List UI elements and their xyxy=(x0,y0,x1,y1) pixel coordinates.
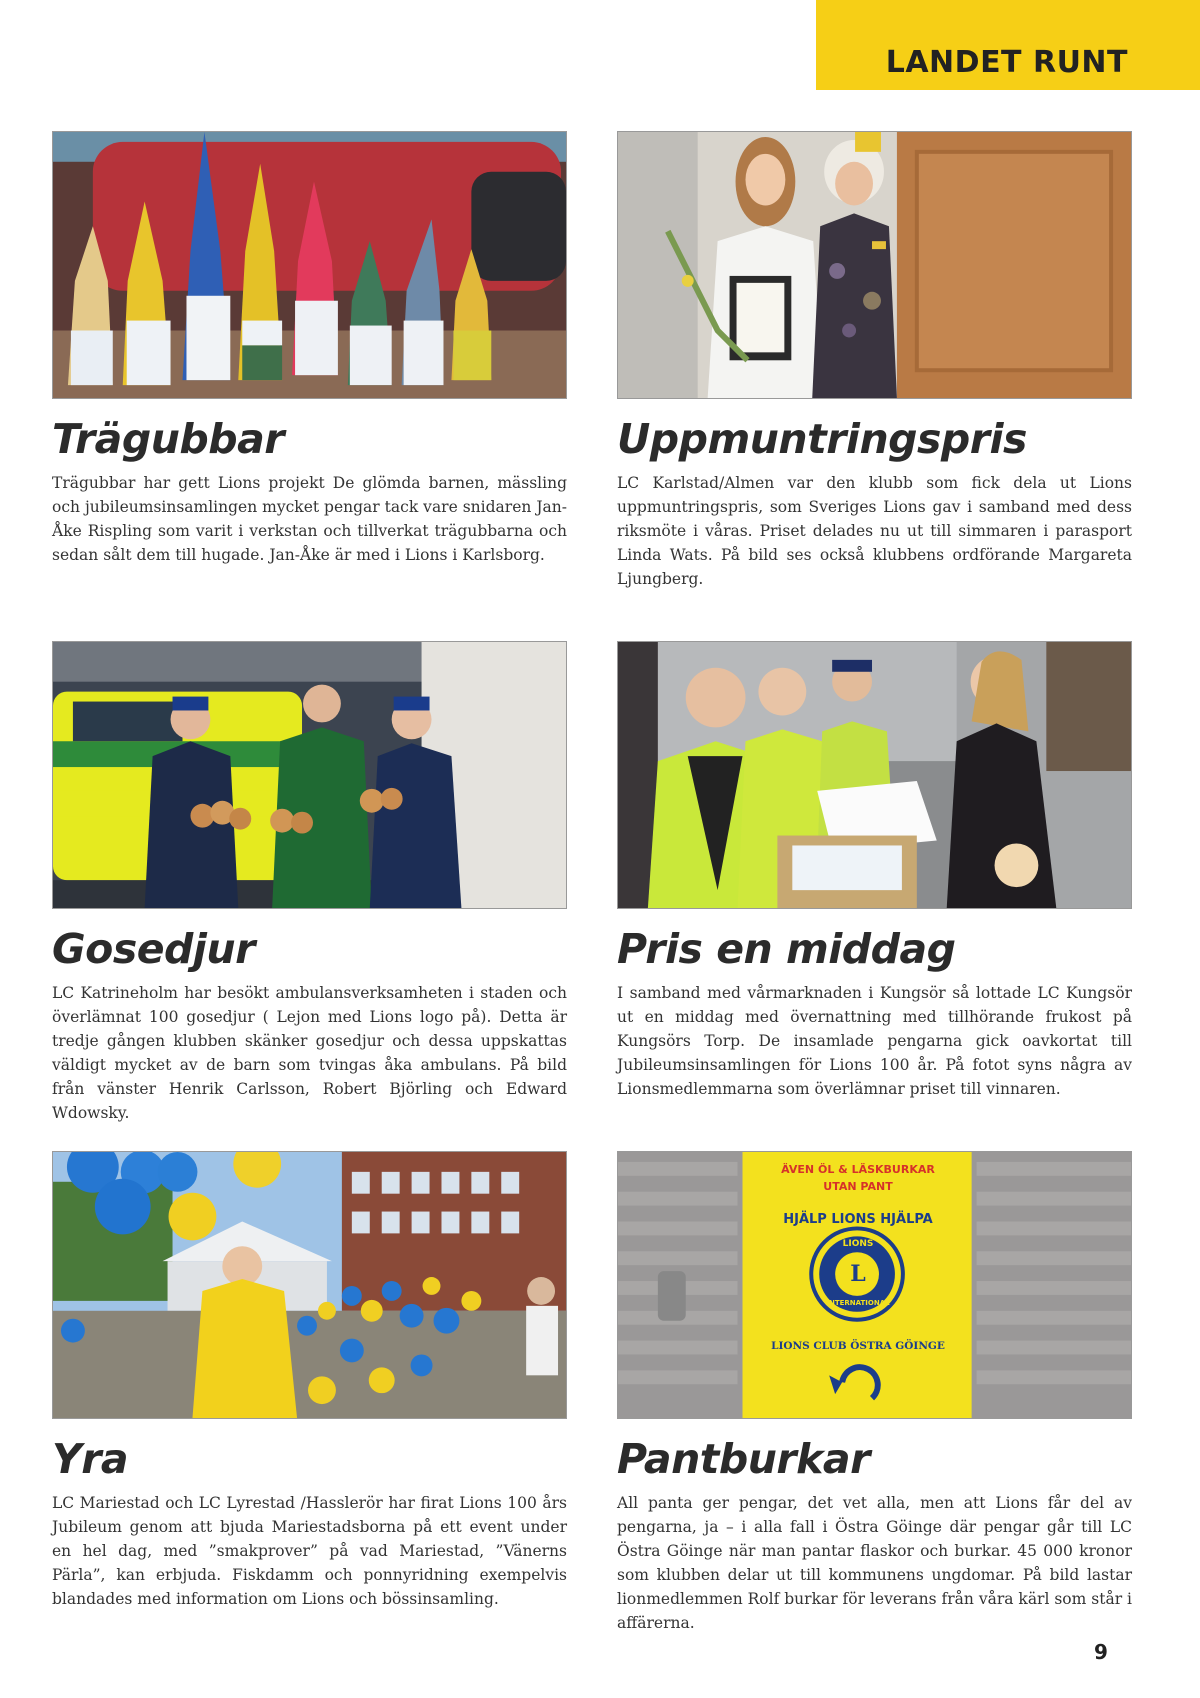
photo-market-prize xyxy=(617,641,1132,909)
lions-emblem-ring: INTERNATIONAL xyxy=(826,1299,890,1307)
article-tragubbar xyxy=(52,131,567,567)
article-body: All panta ger pengar, det vet alla, men att Lions får del av pengarna, ja – i alla fall i Östra Göinge där pengar går till LC Östra Göinge när man pantar flaskor och burkar. 45 000 kronor som klubben delar ut till kommunens ungdomar. På bild lastar lionmedlemmen Rolf burkar för leverans från våra kärl som står i affärerna. xyxy=(617,1494,1132,1632)
article-pris-en-middag xyxy=(617,641,1132,1101)
photo-award-ceremony xyxy=(617,131,1132,399)
lions-emblem-letter: L xyxy=(850,1261,866,1287)
article-pantburkar xyxy=(617,1151,1132,1635)
article-headline: Uppmuntringspris xyxy=(617,415,1027,463)
article-headline: Gosedjur xyxy=(52,925,255,973)
article-uppmuntringspris xyxy=(617,131,1132,591)
article-body: Trägubbar har gett Lions projekt De glömda barnen, mässling och jubileumsinsamlingen mycket pengar tack vare snidaren Jan-Åke Rispling som varit i verkstan och tillverkat trägubbarna och sedan sålt dem till hugade. Jan-Åke är med i Lions i Karlsborg. xyxy=(52,474,567,564)
article-headline: Pantburkar xyxy=(617,1435,870,1483)
bin-club-name: LIONS CLUB ÖSTRA GÖINGE xyxy=(771,1340,945,1352)
photo-wooden-gnomes xyxy=(52,131,567,399)
article-body: LC Mariestad och LC Lyrestad /Hasslerör har firat Lions 100 års Jubileum genom att bjuda Mariestadsborna på ett event under en hel dag, med ”smakprover” på vad Mariestad, ”Vänerns Pärla”, kan erbjuda. Fiskdamm och ponnyridning exempelvis blandades med information om Lions och bössinsamling. xyxy=(52,1494,567,1608)
article-yra xyxy=(52,1151,567,1611)
page-number: 9 xyxy=(1094,1640,1108,1664)
article-headline: Yra xyxy=(52,1435,129,1483)
article-body: LC Katrineholm har besökt ambulansverksamheten i staden och överlämnat 100 gosedjur ( Lejon med Lions logo på). Detta är tredje gången klubben skänker gosedjur och dessa uppskattas väldigt mycket av de barn som tvingas åka ambulans. På bild från vänster Henrik Carlsson, Robert Björling och Edward Wdowsky. xyxy=(52,984,567,1122)
section-label: LANDET RUNT xyxy=(885,45,1128,80)
bin-text-line1: ÄVEN ÖL & LÄSKBURKAR xyxy=(781,1163,935,1176)
section-tab xyxy=(816,0,1200,90)
article-body: LC Karlstad/Almen var den klubb som fick dela ut Lions uppmuntringspris, som Sveriges Lions gav i samband med dess riksmöte i våras. Priset delades nu ut till simmaren i parasport Linda Wats. På bild ses också klubbens ordförande Margareta Ljungberg. xyxy=(617,474,1132,588)
lions-emblem-word: LIONS xyxy=(842,1239,874,1249)
photo-ambulance-plush-toys xyxy=(52,641,567,909)
article-headline: Trägubbar xyxy=(52,415,284,463)
bin-text-line3: HJÄLP LIONS HJÄLPA xyxy=(783,1212,933,1227)
bin-text-line2: UTAN PANT xyxy=(823,1180,893,1193)
photo-recycling-bin xyxy=(617,1151,1132,1419)
article-headline: Pris en middag xyxy=(617,925,956,973)
article-gosedjur xyxy=(52,641,567,1125)
photo-balloon-festival xyxy=(52,1151,567,1419)
article-body: I samband med vårmarknaden i Kungsör så lottade LC Kungsör ut en middag med övernattning med tillhörande frukost på Kungsörs Torp. De insamlade pengarna gick oavkortat till Jubileumsinsamlingen för Lions 100 år. På fotot syns några av Lionsmedlemmarna som överlämnar priset till vinnaren. xyxy=(617,984,1132,1098)
